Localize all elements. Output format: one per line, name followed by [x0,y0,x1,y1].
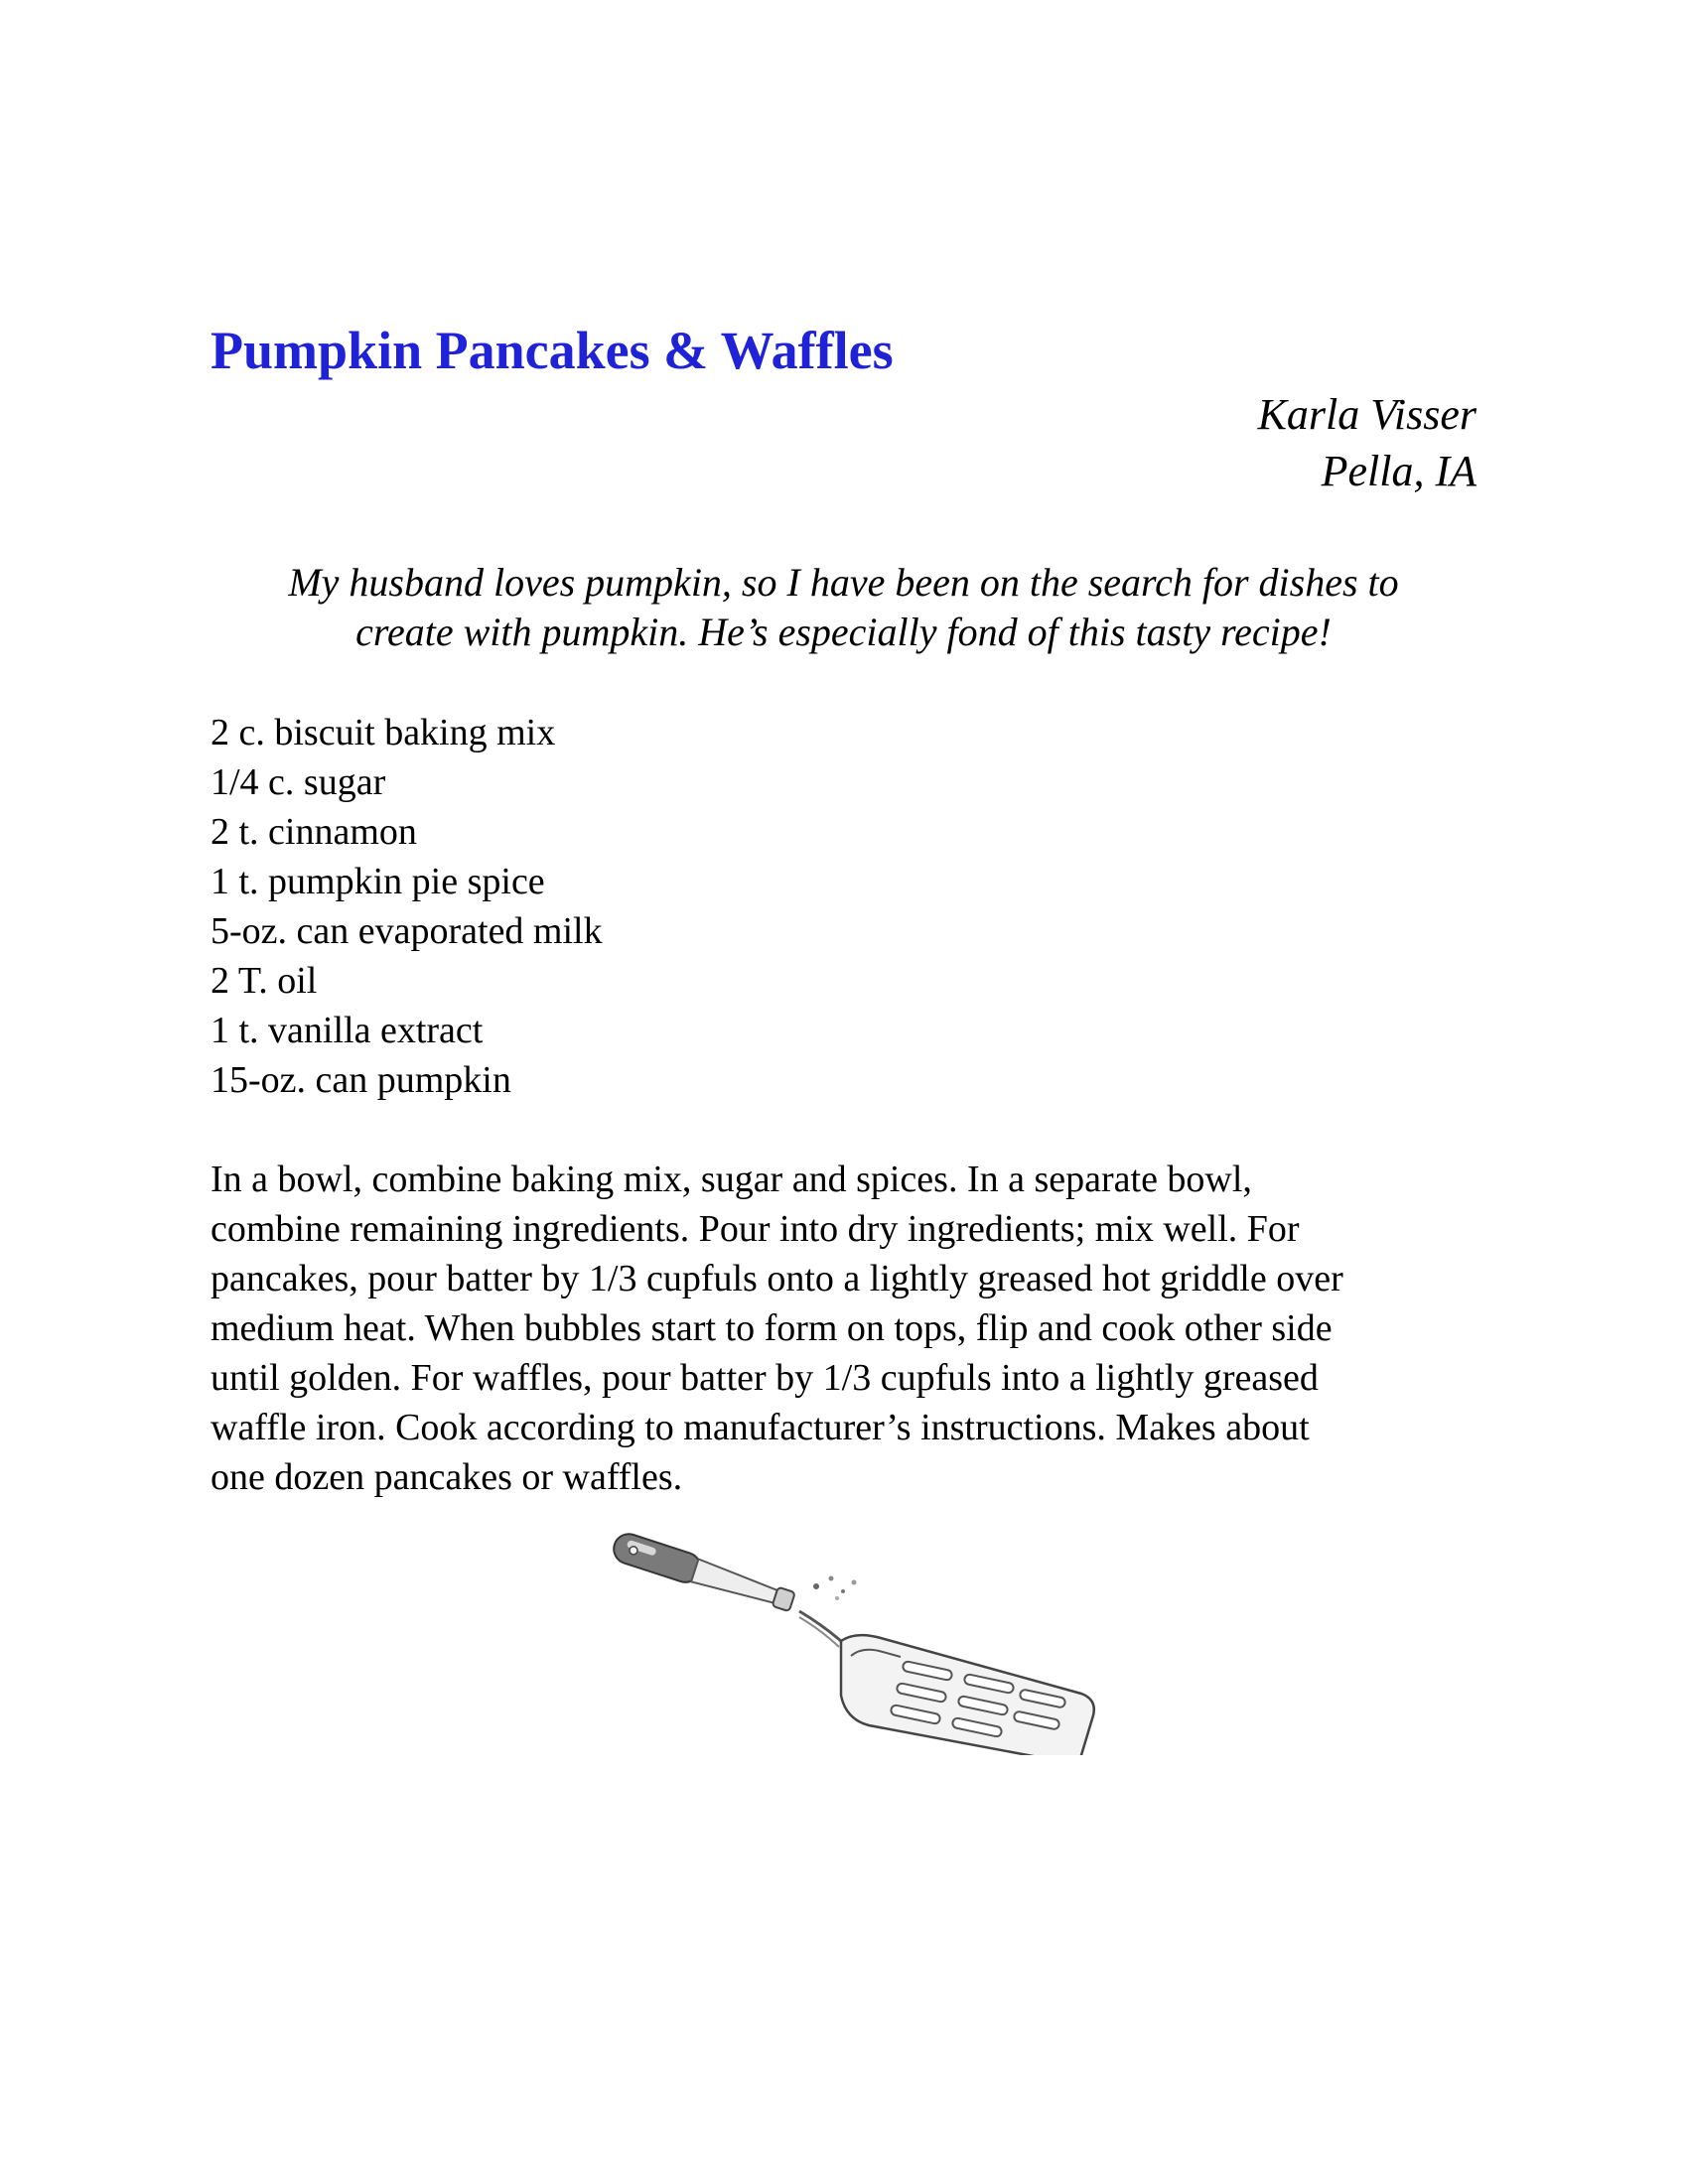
author-location: Pella, IA [1321,447,1477,495]
directions-line: one dozen pancakes or waffles. [211,1456,683,1498]
ingredient-item: 1/4 c. sugar [211,761,386,803]
author-name: Karla Visser [1257,390,1477,439]
ingredient-item: 2 T. oil [211,960,318,1002]
directions-line: until golden. For waffles, pour batter by 1/3 cupfuls into a lightly greased [211,1357,1319,1399]
recipe-title: Pumpkin Pancakes & Waffles [211,321,894,380]
intro-line: create with pumpkin. He’s especially fond of this tasty recipe! [355,610,1332,654]
directions-line: waffle iron. Cook according to manufacturer’s instructions. Makes about [211,1407,1310,1448]
recipe-intro [211,558,1477,657]
ingredient-list [211,708,603,1105]
directions-line: medium heat. When bubbles start to form on tops, flip and cook other side [211,1307,1333,1349]
spatula-icon [603,1517,1109,1755]
ingredient-item: 1 t. pumpkin pie spice [211,861,545,902]
directions-line: In a bowl, combine baking mix, sugar and spices. In a separate bowl, [211,1159,1252,1200]
intro-line: My husband loves pumpkin, so I have been on the search for dishes to [288,560,1399,605]
recipe-directions [211,1155,1477,1502]
ingredient-item: 5-oz. can evaporated milk [211,910,603,952]
author-block [1258,386,1477,499]
recipe-page [211,0,1477,2184]
ingredient-item: 2 c. biscuit baking mix [211,712,556,753]
directions-line: pancakes, pour batter by 1/3 cupfuls onto a lightly greased hot griddle over [211,1258,1343,1299]
directions-line: combine remaining ingredients. Pour into dry ingredients; mix well. For [211,1208,1300,1250]
ingredient-item: 2 t. cinnamon [211,811,417,853]
ingredient-item: 15-oz. can pumpkin [211,1059,511,1101]
ingredient-item: 1 t. vanilla extract [211,1010,484,1051]
